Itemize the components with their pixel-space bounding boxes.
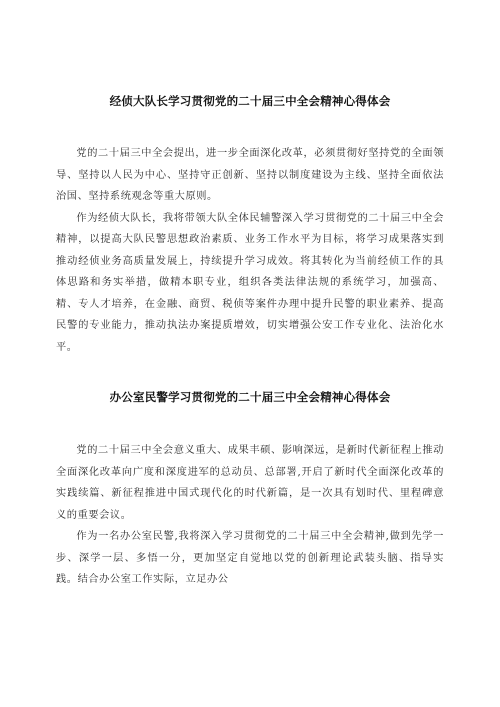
article-office-police: [56, 358, 444, 591]
article-paragraph: 作为一名办公室民警,我将深入学习贯彻党的二十届三中全会精神,做到先学一步、深学一层、多悟一分，更加坚定自觉地以党的创新理论武装头脑、指导实践。结合办公室工作实际，立足办公: [56, 531, 444, 585]
article-paragraph: 党的二十届三中全会意义重大、成果丰硕、影响深远，是新时代新征程上推动全面深化改革向广度和深度进军的总动员、总部署,开启了新时代全面深化改革的实践续篇、新征程推进中国式现代化的时代新篇，是一次具有划时代、里程碑意义的重要会议。: [56, 445, 444, 521]
article-economic-investigation: [56, 0, 444, 358]
article-paragraph: 作为经侦大队长，我将带领大队全体民辅警深入学习贯彻党的二十届三中全会精神，以提高大队民警思想政治素质、业务工作水平为目标，将学习成果落实到推动经侦业务高质量发展上，持续提升学习成效。将其转化为当前经侦工作的具体思路和务实举措，做精本职专业，组织各类法律法规的系统学习，加强高、精、专人才培养，在金融、商贸、税侦等案件办理中提升民警的职业素养、提高民警的专业能力，推动执法办案提质增效，切实增强公安工作专业化、法治化水平。: [56, 212, 444, 353]
article-title: 办公室民警学习贯彻党的二十届三中全会精神心得体会: [109, 390, 391, 404]
article-title: 经侦大队长学习贯彻党的二十届三中全会精神心得体会: [109, 94, 391, 108]
article-paragraph: 党的二十届三中全会提出，进一步全面深化改革，必须贯彻好坚持党的全面领导、坚持以人民为中心、坚持守正创新、坚持以制度建设为主线、坚持全面依法治国、坚持系统观念等重大原则。: [56, 148, 444, 202]
